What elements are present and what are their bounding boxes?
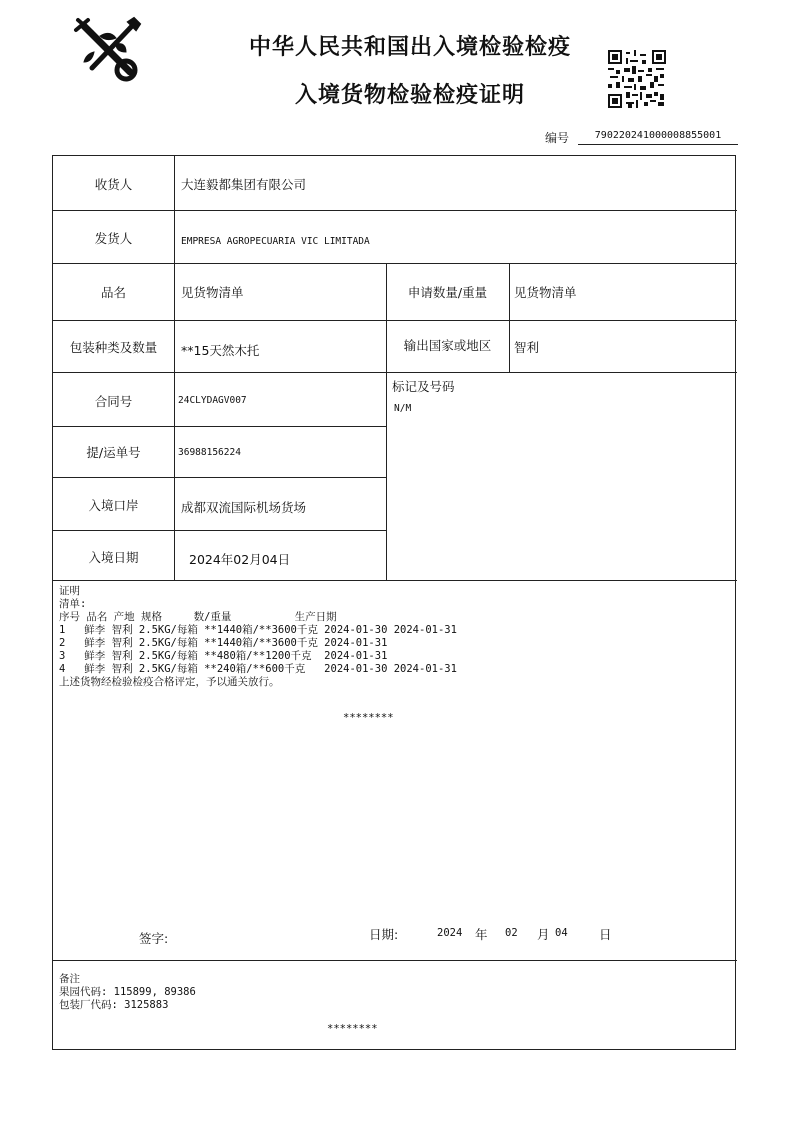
- consignor-value: EMPRESA AGROPECUARIA VIC LIMITADA: [181, 236, 370, 247]
- entry-date-label: 入境日期: [88, 550, 139, 565]
- quantity-value: 见货物清单: [514, 285, 577, 300]
- qr-code-icon: [608, 50, 666, 108]
- marks-label: 标记及号码: [392, 379, 455, 394]
- certificate-conclusion: 上述货物经检验检疫合格评定，予以通关放行。: [59, 676, 280, 688]
- product-value: 见货物清单: [181, 285, 244, 300]
- goods-list-item: 1 鲜李 智利 2.5KG/每箱 **1440箱/**3600千克 2024-01-30 2024-01-31: [59, 624, 457, 636]
- packaging-value: **15天然木托: [181, 343, 260, 358]
- consignee-label: 收货人: [94, 177, 133, 192]
- origin-label: 输出国家或地区: [403, 338, 492, 353]
- goods-list-label: 清单:: [59, 598, 87, 610]
- origin-value: 智利: [514, 340, 540, 355]
- sign-year-unit: 年: [475, 927, 488, 942]
- contract-label: 合同号: [94, 394, 133, 409]
- entry-date-value: 2024年02月04日: [189, 552, 291, 567]
- packhouse-code: 包装厂代码: 3125883: [59, 999, 169, 1011]
- packaging-label: 包装种类及数量: [69, 340, 158, 355]
- remarks-section: [59, 973, 196, 1012]
- quantity-label: 申请数量/重量: [407, 285, 488, 300]
- orchard-code: 果园代码: 115899, 89386: [59, 986, 196, 998]
- certificate-end-marker: ********: [343, 712, 394, 724]
- remarks-end-marker: ********: [327, 1023, 378, 1035]
- goods-list-item: 3 鲜李 智利 2.5KG/每箱 **480箱/**1200千克 2024-01-31: [59, 650, 388, 662]
- certificate-section: [59, 585, 457, 689]
- product-label: 品名: [100, 285, 126, 300]
- signature-label: 签字:: [139, 931, 169, 946]
- sign-day-unit: 日: [599, 927, 612, 942]
- certificate-heading: 证明: [59, 585, 80, 597]
- certificate-form: [52, 155, 736, 1050]
- contract-value: 24CLYDAGV007: [178, 395, 247, 406]
- consignee-value: 大连毅都集团有限公司: [181, 177, 307, 192]
- sign-day: 04: [555, 927, 568, 939]
- sign-month: 02: [505, 927, 518, 939]
- cert-number: 790220241000008855001: [578, 127, 738, 145]
- sign-month-unit: 月: [537, 927, 550, 942]
- port-value: 成都双流国际机场货场: [181, 500, 307, 515]
- goods-list-item: 2 鲜李 智利 2.5KG/每箱 **1440箱/**3600千克 2024-01-31: [59, 637, 388, 649]
- bill-label: 提/运单号: [86, 445, 141, 460]
- bill-value: 36988156224: [178, 447, 241, 458]
- sign-year: 2024: [437, 927, 463, 939]
- document-subtitle: 入境货物检验检疫证明: [294, 82, 525, 108]
- inspection-emblem-icon: [70, 14, 148, 84]
- port-label: 入境口岸: [88, 498, 139, 513]
- goods-list-item: 4 鲜李 智利 2.5KG/每箱 **240箱/**600千克 2024-01-30 2024-01-31: [59, 663, 457, 675]
- sign-date-label: 日期:: [369, 927, 399, 942]
- cert-number-label: 编号: [545, 131, 570, 145]
- goods-list-header: 序号 品名 产地 规格 数/重量 生产日期: [59, 611, 337, 623]
- consignor-label: 发货人: [94, 231, 133, 246]
- document-title: 中华人民共和国出入境检验检疫: [248, 34, 571, 60]
- marks-value: N/M: [394, 403, 412, 414]
- remarks-label: 备注: [59, 973, 80, 985]
